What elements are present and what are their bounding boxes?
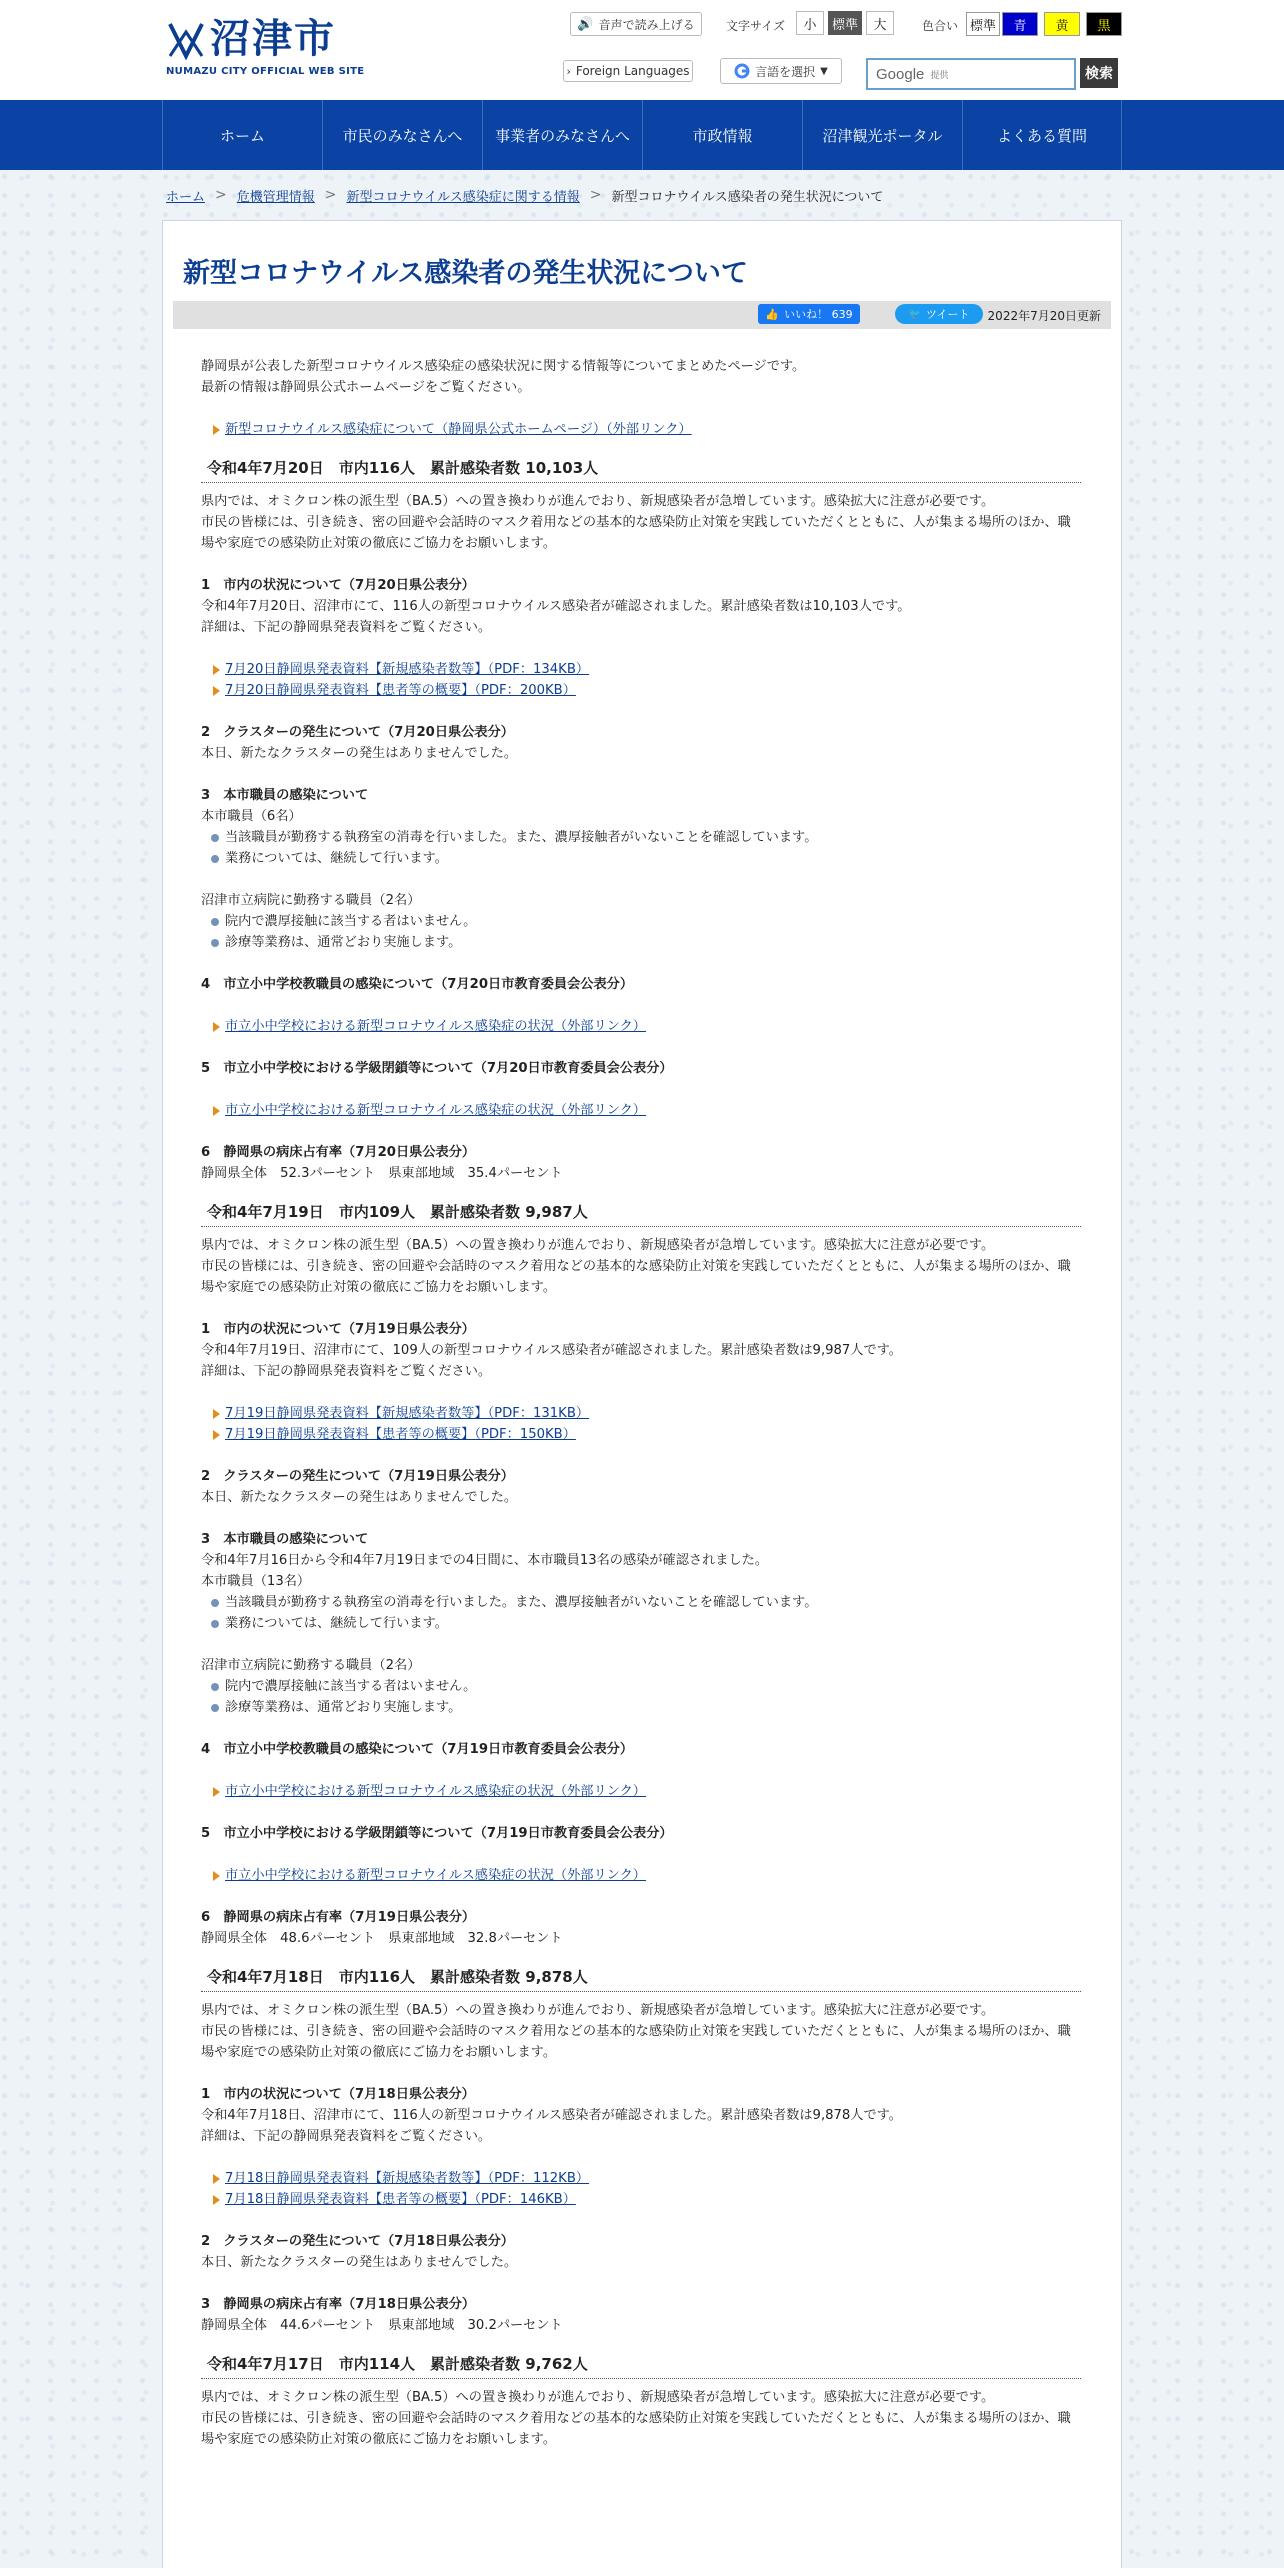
breadcrumb-covid-info[interactable]: 新型コロナウイルス感染症に関する情報 bbox=[346, 189, 580, 205]
section-heading: 令和4年7月18日 市内116人 累計感染者数 9,878人 bbox=[201, 1959, 1081, 1992]
city-status-text: 令和4年7月18日、沼津市にて、116人の新型コロナウイルス感染者が確認されました。累計感染者数は9,878人です。 bbox=[201, 2108, 902, 2123]
prefecture-site-link[interactable]: 新型コロナウイルス感染症について（静岡県公式ホームページ）（外部リンク） bbox=[201, 419, 1081, 440]
pdf-link[interactable]: 7月19日静岡県発表資料【新規感染者数等】（PDF：131KB） bbox=[201, 1403, 1081, 1424]
sub-heading: 5 市立小中学校における学級閉鎖等について（7月19日市教育委員会公表分） bbox=[201, 1826, 673, 1841]
list-item: 院内で濃厚接触に該当する者はいません。 bbox=[211, 911, 1081, 932]
sub-heading: 5 市立小中学校における学級閉鎖等について（7月20日市教育委員会公表分） bbox=[201, 1061, 673, 1076]
sub-heading: 2 クラスターの発生について（7月20日県公表分） bbox=[201, 725, 514, 740]
color-scheme-label: 色合い bbox=[922, 19, 959, 33]
notice-text: 県内では、オミクロン株の派生型（BA.5）への置き換わりが進んでおり、新規感染者が急増しています。感染拡大に注意が必要です。 bbox=[201, 2390, 995, 2405]
section-heading: 令和4年7月17日 市内114人 累計感染者数 9,762人 bbox=[201, 2346, 1081, 2379]
list-item: 診療等業務は、通常どおり実施します。 bbox=[211, 932, 1081, 953]
city-status-text: 令和4年7月19日、沼津市にて、109人の新型コロナウイルス感染者が確認されました。累計感染者数は9,987人です。 bbox=[201, 1343, 902, 1358]
notice-text: 市民の皆様には、引き続き、密の回避や会話時のマスク着用などの基本的な感染防止対策を実践していただくとともに、人が集まる場所のほか、職場や家庭での感染防止対策の徹底にご協力をお願いします。 bbox=[201, 1259, 1071, 1295]
foreign-languages-label: Foreign Languages bbox=[575, 64, 690, 78]
cluster-text: 本日、新たなクラスターの発生はありませんでした。 bbox=[201, 2255, 518, 2270]
sub-heading: 1 市内の状況について（7月18日県公表分） bbox=[201, 2087, 475, 2102]
intro-text: 最新の情報は静岡県公式ホームページをご覧ください。 bbox=[201, 380, 531, 395]
font-size-standard[interactable]: 標準 bbox=[828, 11, 862, 35]
hospital-label: 沼津市立病院に勤務する職員（2名） bbox=[201, 1658, 421, 1673]
color-scheme-option[interactable]: 黄 bbox=[1044, 12, 1080, 36]
list-item: 業務については、継続して行います。 bbox=[211, 1613, 1081, 1634]
school-status-link[interactable]: 市立小中学校における新型コロナウイルス感染症の状況（外部リンク） bbox=[201, 1016, 1081, 1037]
site-header bbox=[0, 0, 1284, 100]
notice-text: 市民の皆様には、引き続き、密の回避や会話時のマスク着用などの基本的な感染防止対策を実践していただくとともに、人が集まる場所のほか、職場や家庭での感染防止対策の徹底にご協力をお願いします。 bbox=[201, 515, 1071, 551]
breadcrumb bbox=[166, 185, 883, 205]
breadcrumb-current: 新型コロナウイルス感染者の発生状況について bbox=[611, 189, 884, 205]
list-item: 診療等業務は、通常どおり実施します。 bbox=[211, 1697, 1081, 1718]
cluster-text: 本日、新たなクラスターの発生はありませんでした。 bbox=[201, 746, 518, 761]
chevron-right-icon: › bbox=[566, 64, 571, 78]
sub-heading: 3 本市職員の感染について bbox=[201, 788, 369, 803]
nav-citizens[interactable]: 市民のみなさんへ bbox=[322, 100, 482, 170]
google-brand: Google bbox=[876, 65, 925, 83]
notice-text: 県内では、オミクロン株の派生型（BA.5）への置き換わりが進んでおり、新規感染者が急増しています。感染拡大に注意が必要です。 bbox=[201, 494, 995, 509]
search-input[interactable] bbox=[866, 58, 1076, 90]
search-placeholder: 提供 bbox=[930, 70, 949, 81]
notice-text: 市民の皆様には、引き続き、密の回避や会話時のマスク着用などの基本的な感染防止対策を実践していただくとともに、人が集まる場所のほか、職場や家庭での感染防止対策の徹底にご協力をお願いします。 bbox=[201, 2411, 1071, 2447]
updated-date: 2022年7月20日更新 bbox=[987, 309, 1101, 323]
list-item: 業務については、継続して行います。 bbox=[211, 848, 1081, 869]
font-size-large[interactable]: 大 bbox=[866, 11, 894, 35]
school-status-link[interactable]: 市立小中学校における新型コロナウイルス感染症の状況（外部リンク） bbox=[201, 1100, 1081, 1121]
logo-subtitle: NUMAZU CITY OFFICIAL WEB SITE bbox=[166, 66, 365, 77]
tweet-label: ツイート bbox=[926, 308, 970, 321]
section-heading: 令和4年7月20日 市内116人 累計感染者数 10,103人 bbox=[201, 450, 1081, 483]
language-select-label: 言語を選択 bbox=[755, 64, 816, 79]
foreign-languages-button[interactable] bbox=[563, 60, 693, 82]
pdf-link[interactable]: 7月18日静岡県発表資料【新規感染者数等】（PDF：112KB） bbox=[201, 2168, 1081, 2189]
pdf-link[interactable]: 7月19日静岡県発表資料【患者等の概要】（PDF：150KB） bbox=[201, 1424, 1081, 1445]
city-emblem-icon bbox=[166, 20, 206, 60]
global-nav bbox=[0, 100, 1284, 170]
nav-businesses[interactable]: 事業者のみなさんへ bbox=[482, 100, 642, 170]
sub-heading: 3 静岡県の病床占有率（7月18日県公表分） bbox=[201, 2297, 476, 2312]
pdf-link[interactable]: 7月20日静岡県発表資料【新規感染者数等】（PDF：134KB） bbox=[201, 659, 1081, 680]
sub-heading: 4 市立小中学校教職員の感染について（7月20日市教育委員会公表分） bbox=[201, 977, 634, 992]
list-item: 院内で濃厚接触に該当する者はいません。 bbox=[211, 1676, 1081, 1697]
details-text: 詳細は、下記の静岡県発表資料をご覧ください。 bbox=[201, 1364, 492, 1379]
logo-title: 沼津市 bbox=[210, 15, 336, 62]
color-scheme-option[interactable]: 黒 bbox=[1086, 12, 1122, 36]
notice-text: 市民の皆様には、引き続き、密の回避や会話時のマスク着用などの基本的な感染防止対策を実践していただくとともに、人が集まる場所のほか、職場や家庭での感染防止対策の徹底にご協力をお願いします。 bbox=[201, 2024, 1071, 2060]
thumbs-up-icon: 👍 bbox=[765, 307, 780, 321]
pdf-link[interactable]: 7月18日静岡県発表資料【患者等の概要】（PDF：146KB） bbox=[201, 2189, 1081, 2210]
sub-heading: 1 市内の状況について（7月19日県公表分） bbox=[201, 1322, 475, 1337]
sub-heading: 6 静岡県の病床占有率（7月19日県公表分） bbox=[201, 1910, 476, 1925]
school-status-link[interactable]: 市立小中学校における新型コロナウイルス感染症の状況（外部リンク） bbox=[201, 1781, 1081, 1802]
sub-heading: 2 クラスターの発生について（7月19日県公表分） bbox=[201, 1469, 514, 1484]
details-text: 詳細は、下記の静岡県発表資料をご覧ください。 bbox=[201, 2129, 492, 2144]
staff-label: 本市職員（6名） bbox=[201, 809, 302, 824]
chevron-right-icon: > bbox=[589, 187, 602, 203]
bed-occupancy-text: 静岡県全体 44.6パーセント 県東部地域 30.2パーセント bbox=[201, 2318, 563, 2333]
google-g-icon bbox=[734, 63, 750, 79]
facebook-like-button[interactable] bbox=[758, 304, 860, 324]
cluster-text: 本日、新たなクラスターの発生はありませんでした。 bbox=[201, 1490, 518, 1505]
breadcrumb-home[interactable]: ホーム bbox=[166, 189, 206, 205]
color-scheme-option[interactable]: 標準 bbox=[966, 12, 1000, 36]
school-status-link[interactable]: 市立小中学校における新型コロナウイルス感染症の状況（外部リンク） bbox=[201, 1865, 1081, 1886]
pdf-link[interactable]: 7月20日静岡県発表資料【患者等の概要】（PDF：200KB） bbox=[201, 680, 1081, 701]
font-size-label: 文字サイズ bbox=[726, 19, 786, 33]
read-aloud-button[interactable] bbox=[570, 12, 702, 36]
list-item: 当該職員が勤務する執務室の消毒を行いました。また、濃厚接触者がいないことを確認しています。 bbox=[211, 1592, 1081, 1613]
sub-heading: 3 本市職員の感染について bbox=[201, 1532, 369, 1547]
notice-text: 県内では、オミクロン株の派生型（BA.5）への置き換わりが進んでおり、新規感染者が急増しています。感染拡大に注意が必要です。 bbox=[201, 1238, 995, 1253]
chevron-right-icon: > bbox=[215, 187, 227, 203]
notice-text: 県内では、オミクロン株の派生型（BA.5）への置き換わりが進んでおり、新規感染者が急増しています。感染拡大に注意が必要です。 bbox=[201, 2003, 995, 2018]
twitter-bird-icon: 🐦 bbox=[908, 308, 921, 320]
sub-heading: 4 市立小中学校教職員の感染について（7月19日市教育委員会公表分） bbox=[201, 1742, 634, 1757]
page-title: 新型コロナウイルス感染者の発生状況について bbox=[183, 258, 748, 289]
article-body bbox=[201, 356, 1081, 2450]
city-status-text: 令和4年7月20日、沼津市にて、116人の新型コロナウイルス感染者が確認されました。累計感染者数は10,103人です。 bbox=[201, 599, 911, 614]
breadcrumb-crisis[interactable]: 危機管理情報 bbox=[236, 189, 315, 205]
details-text: 詳細は、下記の静岡県発表資料をご覧ください。 bbox=[201, 620, 492, 635]
tweet-button[interactable] bbox=[895, 304, 983, 324]
section-heading: 令和4年7月19日 市内109人 累計感染者数 9,987人 bbox=[201, 1194, 1081, 1227]
staff-note: 令和4年7月16日から令和4年7月19日までの4日間に、本市職員13名の感染が確認されました。 bbox=[201, 1553, 769, 1568]
chevron-right-icon: > bbox=[324, 187, 337, 203]
list-item: 当該職員が勤務する執務室の消毒を行いました。また、濃厚接触者がいないことを確認しています。 bbox=[211, 827, 1081, 848]
site-logo[interactable] bbox=[166, 14, 366, 84]
bed-occupancy-text: 静岡県全体 52.3パーセント 県東部地域 35.4パーセント bbox=[201, 1166, 563, 1181]
sub-heading: 1 市内の状況について（7月20日県公表分） bbox=[201, 578, 475, 593]
nav-city-admin[interactable]: 市政情報 bbox=[642, 100, 802, 170]
speaker-icon: 🔊 bbox=[577, 16, 594, 32]
nav-home[interactable]: ホーム bbox=[162, 100, 322, 170]
language-select[interactable] bbox=[720, 58, 842, 84]
dropdown-arrow-icon: ▼ bbox=[820, 65, 828, 77]
nav-tourism-portal[interactable]: 沼津観光ポータル bbox=[802, 100, 962, 170]
read-aloud-label: 音声で読み上げる bbox=[598, 17, 695, 32]
hospital-label: 沼津市立病院に勤務する職員（2名） bbox=[201, 893, 421, 908]
like-count: いいね！ 639 bbox=[784, 308, 853, 321]
main-content bbox=[162, 220, 1122, 2568]
staff-label: 本市職員（13名） bbox=[201, 1574, 311, 1589]
bed-occupancy-text: 静岡県全体 48.6パーセント 県東部地域 32.8パーセント bbox=[201, 1931, 563, 1946]
font-size-small[interactable]: 小 bbox=[796, 11, 824, 35]
intro-text: 静岡県が公表した新型コロナウイルス感染症の感染状況に関する情報等についてまとめたページです。 bbox=[201, 359, 806, 374]
sub-heading: 6 静岡県の病床占有率（7月20日県公表分） bbox=[201, 1145, 476, 1160]
color-scheme-option[interactable]: 青 bbox=[1002, 12, 1038, 36]
search-button[interactable]: 検索 bbox=[1080, 58, 1118, 88]
meta-bar bbox=[173, 301, 1111, 329]
sub-heading: 2 クラスターの発生について（7月18日県公表分） bbox=[201, 2234, 514, 2249]
nav-faq[interactable]: よくある質問 bbox=[962, 100, 1122, 170]
